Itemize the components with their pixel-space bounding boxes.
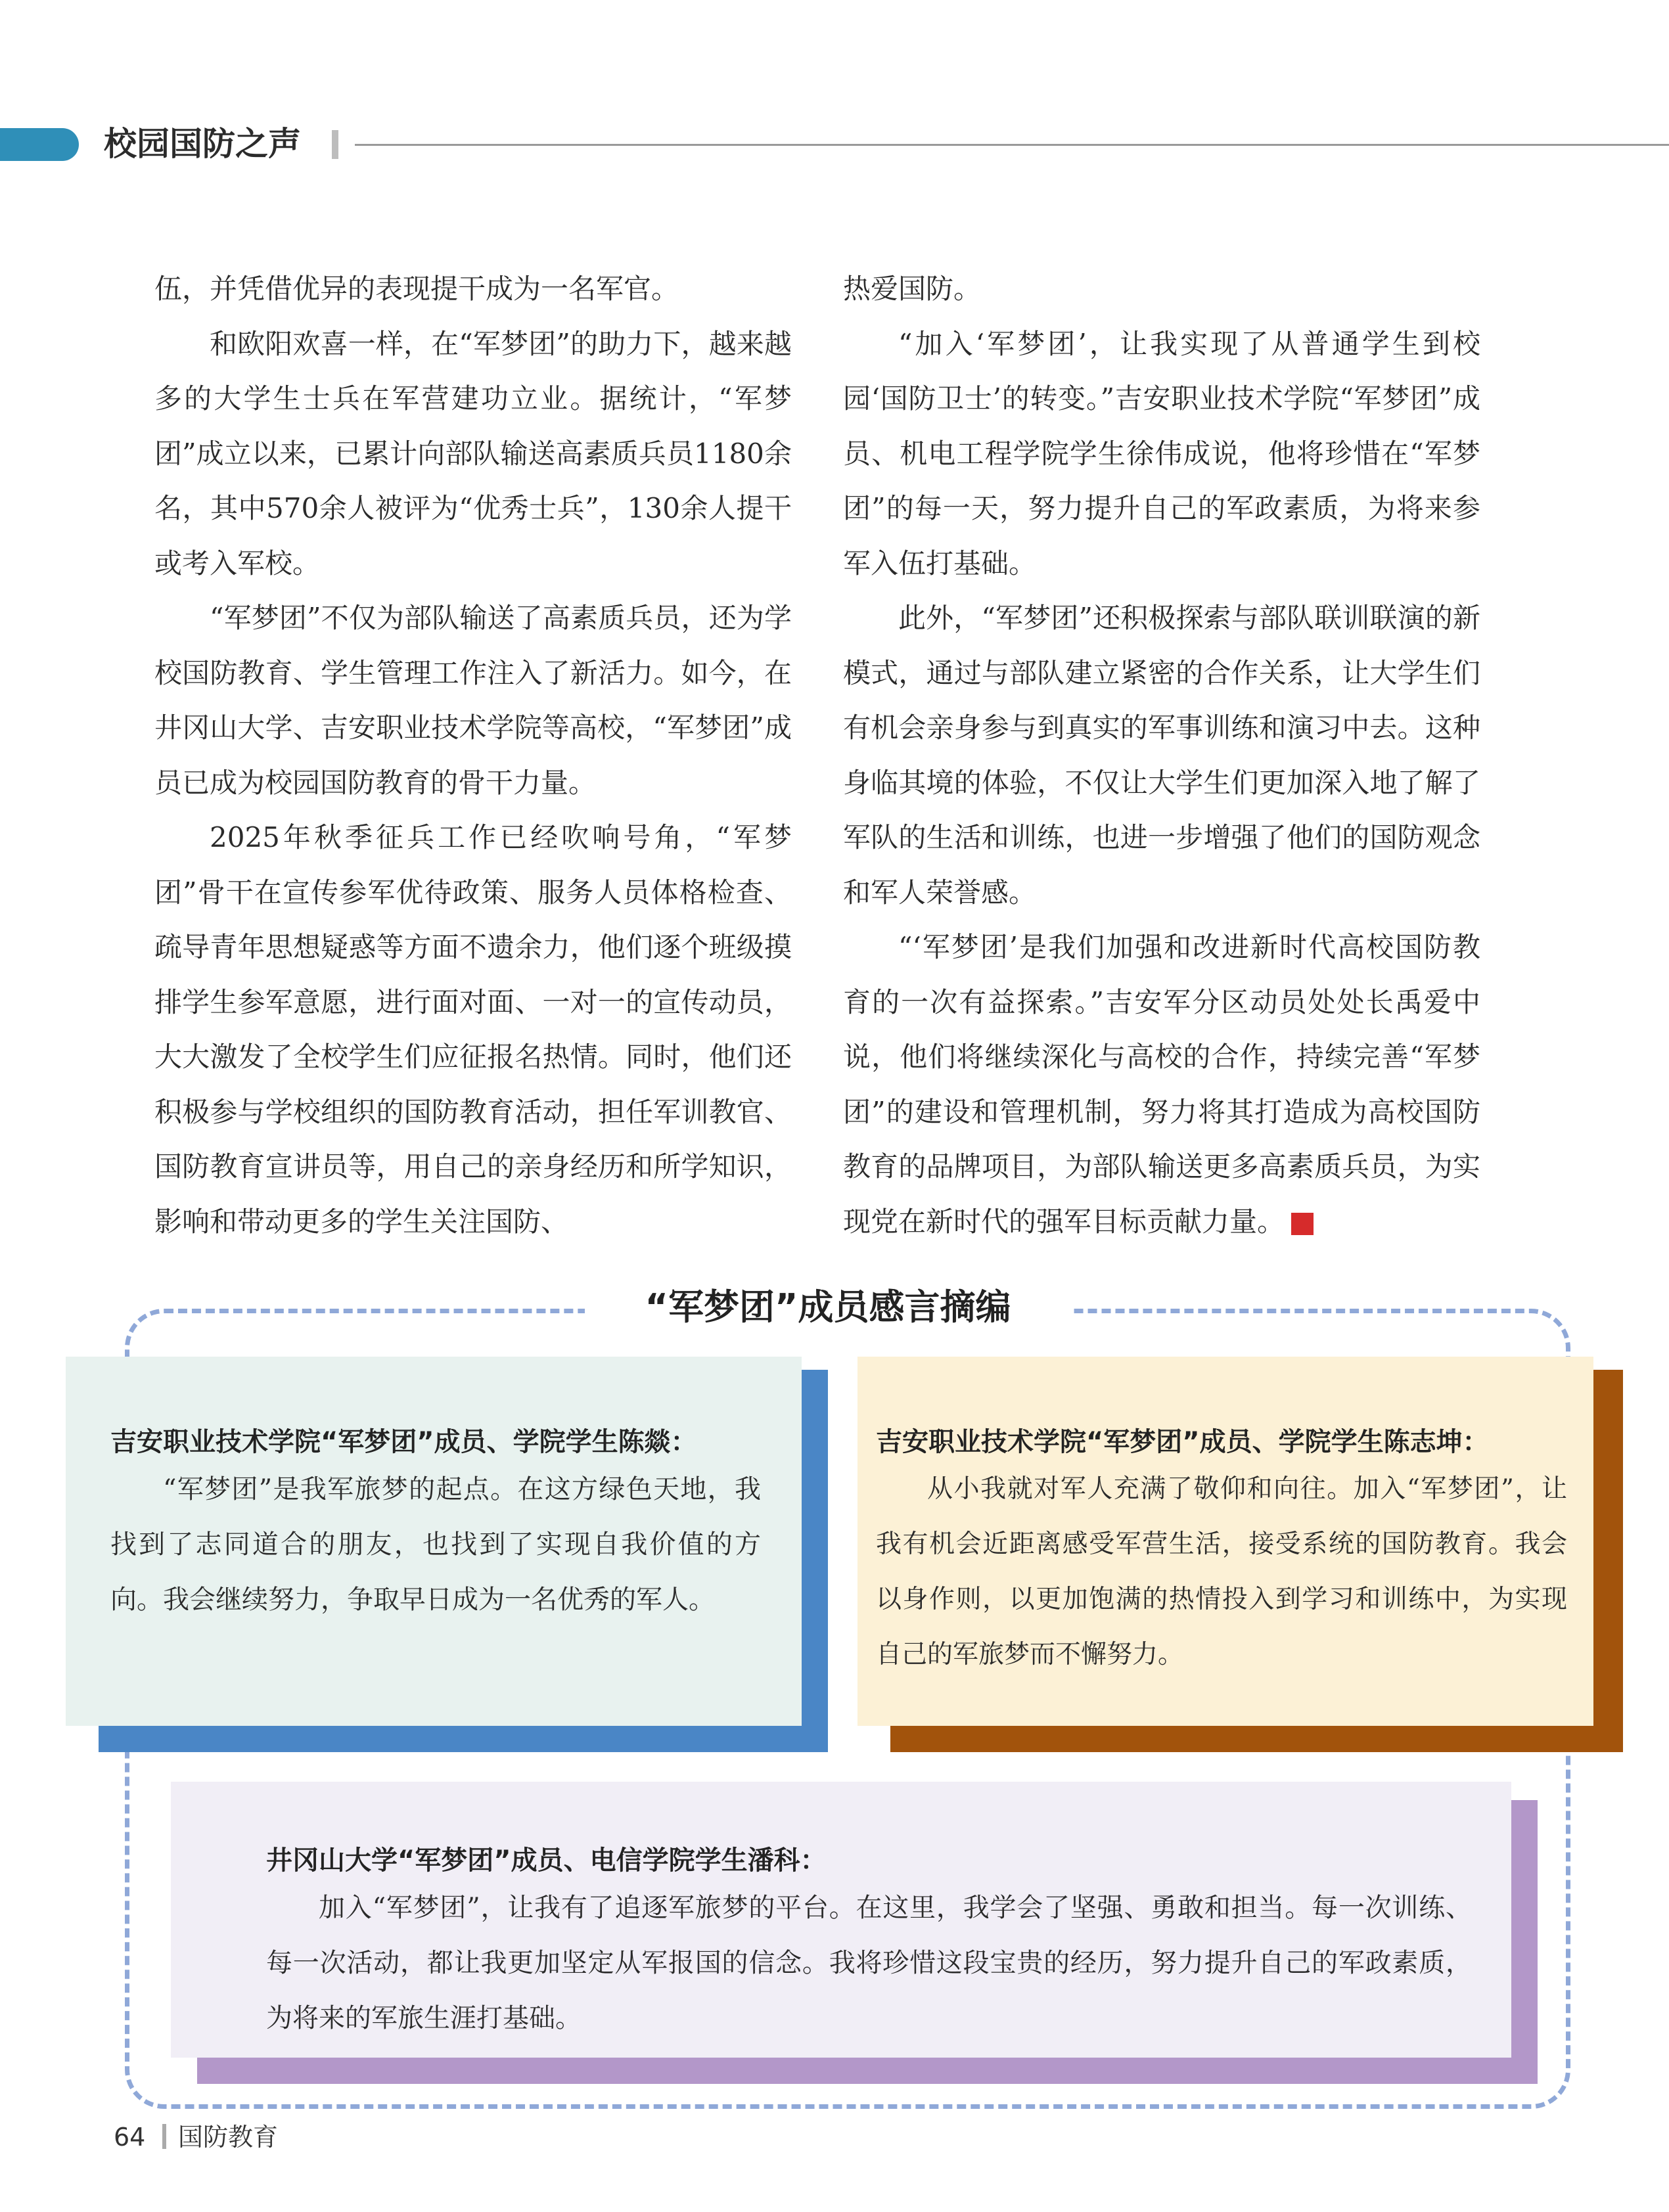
quote-text: 加入“军梦团”，让我有了追逐军旅梦的平台。在这里，我学会了坚强、勇敢和担当。每一次训练、每一次活动，都让我更加坚定从军报国的信念。我将珍惜这段宝贵的经历，努力提升自己的军政素质，为将来的军旅生涯打基础。	[266, 1893, 1472, 2033]
quote-card	[66, 1357, 802, 1726]
quote-card	[171, 1782, 1511, 2058]
header-divider-bar	[332, 130, 338, 159]
article-paragraph: 伍，并凭借优异的表现提干成为一名军官。	[154, 273, 679, 305]
section-tab-marker	[0, 128, 79, 161]
quote-card	[857, 1357, 1593, 1726]
quote-text: 从小我就对军人充满了敬仰和向往。加入“军梦团”，让我有机会近距离感受军营生活，接受系统的国防教育。我会以身作则，以更加饱满的热情投入到学习和训练中，为实现自己的军旅梦而不懈努力。	[876, 1474, 1567, 1669]
footer-divider-bar	[162, 2124, 166, 2149]
quote-text: “军梦团”是我军旅梦的起点。在这方绿色天地，我找到了志同道合的朋友，也找到了实现自我价值的方向。我会继续努力，争取早日成为一名优秀的军人。	[110, 1474, 761, 1615]
section-title: 校园国防之声	[104, 125, 301, 163]
magazine-name: 国防教育	[178, 2123, 279, 2152]
article-paragraph: 此外，“军梦团”还积极探索与部队联训联演的新模式，通过与部队建立紧密的合作关系，让大学生们有机会亲身参与到真实的军事训练和演习中去。这种身临其境的体验，不仅让大学生们更加深入地了解了军队的生活和训练，也进一步增强了他们的国防观念和军人荣誉感。	[843, 602, 1480, 909]
quotes-section-title: “军梦团”成员感言摘编	[645, 1286, 1011, 1328]
quote-author: 吉安职业技术学院“军梦团”成员、学院学生陈燚：	[110, 1427, 697, 1457]
article-paragraph: 热爱国防。	[843, 273, 982, 305]
article-paragraph: “军梦团”不仅为部队输送了高素质兵员，还为学校国防教育、学生管理工作注入了新活力。如今，在井冈山大学、吉安职业技术学院等高校，“军梦团”成员已成为校园国防教育的骨干力量。	[154, 602, 792, 799]
article-paragraph: 和欧阳欢喜一样，在“军梦团”的助力下，越来越多的大学生士兵在军营建功立业。据统计，“军梦团”成立以来，已累计向部队输送高素质兵员1180余名，其中570余人被评为“优秀士兵”，130余人提干或考入军校。	[154, 327, 792, 579]
header-rule	[355, 144, 1669, 146]
end-mark-icon: G	[1291, 1213, 1314, 1235]
article-column-left	[154, 261, 792, 1249]
article-paragraph	[843, 920, 1480, 1249]
quote-author: 吉安职业技术学院“军梦团”成员、学院学生陈志坤：	[876, 1427, 1489, 1457]
article-column-right	[843, 261, 1480, 1249]
page-number: 64	[114, 2123, 146, 2152]
article-paragraph: 2025年秋季征兵工作已经吹响号角，“军梦团”骨干在宣传参军优待政策、服务人员体格检查、疏导青年思想疑惑等方面不遗余力，他们逐个班级摸排学生参军意愿，进行面对面、一对一的宣传动员，大大激发了全校学生们应征报名热情。同时，他们还积极参与学校组织的国防教育活动，担任军训教官、国防教育宣讲员等，用自己的亲身经历和所学知识，影响和带动更多的学生关注国防、	[154, 821, 792, 1238]
article-final-text: “‘军梦团’是我们加强和改进新时代高校国防教育的一次有益探索。”吉安军分区动员处处长禹爱中说，他们将继续深化与高校的合作，持续完善“军梦团”的建设和管理机制，努力将其打造成为高校国防教育的品牌项目，为部队输送更多高素质兵员，为实现党在新时代的强军目标贡献力量。	[843, 931, 1480, 1238]
article-paragraph: “加入‘军梦团’，让我实现了从普通学生到校园‘国防卫士’的转变。”吉安职业技术学院“军梦团”成员、机电工程学院学生徐伟成说，他将珍惜在“军梦团”的每一天，努力提升自己的军政素质，为将来参军入伍打基础。	[843, 327, 1480, 579]
quote-author: 井冈山大学“军梦团”成员、电信学院学生潘科：	[266, 1845, 827, 1876]
